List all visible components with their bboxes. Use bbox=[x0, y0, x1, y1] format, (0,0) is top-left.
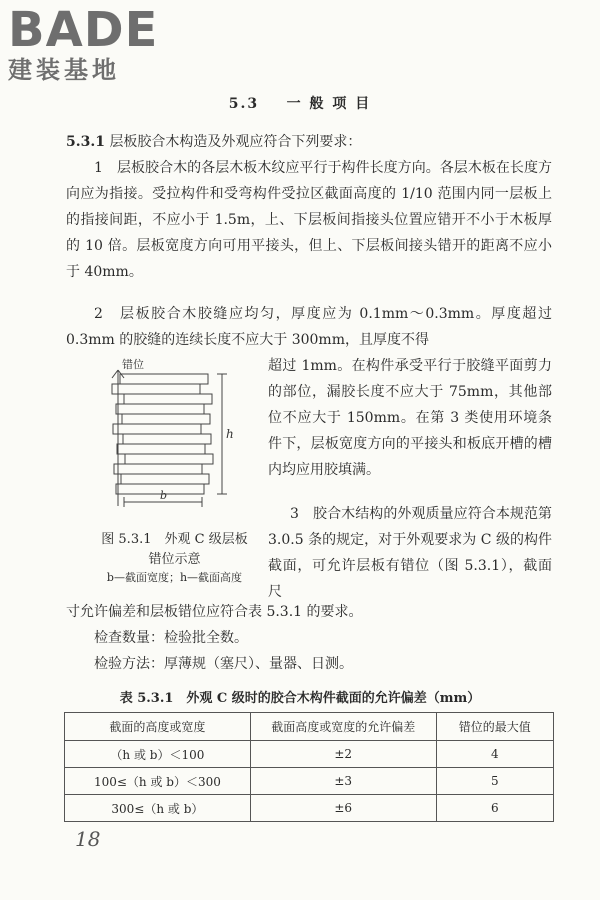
section-number: 5.3 bbox=[228, 96, 260, 112]
tolerance-table bbox=[64, 712, 554, 822]
figure-caption bbox=[72, 530, 277, 570]
inspection-quantity: 检查数量：检验批全数。 bbox=[94, 630, 248, 646]
cell-offset: 5 bbox=[436, 768, 553, 795]
height-label: h bbox=[226, 427, 234, 441]
cell-tolerance: ±2 bbox=[250, 741, 436, 768]
table-row bbox=[65, 768, 554, 795]
offset-label: 错位 bbox=[122, 358, 144, 371]
figure-note: b—截面宽度；h—截面高度 bbox=[106, 571, 243, 584]
cell-tolerance: ±6 bbox=[250, 795, 436, 822]
inspection-method: 检验方法：厚薄规（塞尺）、量器、日测。 bbox=[94, 656, 353, 672]
cell-offset: 6 bbox=[436, 795, 553, 822]
caption-line-1: 图 5.3.1 外观 C 级层板 bbox=[101, 532, 248, 547]
cell-size: 300≤（h 或 b） bbox=[65, 795, 251, 822]
table-title: 表 5.3.1 外观 C 级时的胶合木构件截面的允许偏差（mm） bbox=[119, 691, 481, 706]
item-3-paragraph: 3 胶合木结构的外观质量应符合本规范第 3.0.5 条的规定，对于外观要求为 C 级的构件截面，可允许层板有错位（图 5.3.1），截面尺 bbox=[268, 506, 552, 600]
item-2-continued: 超过 1mm。在构件承受平行于胶缝平面剪力的部位，漏胶长度不应大于 75mm，其他部位不应大于 150mm。在第 3 类使用环境条件下，层板宽度方向的平接头和板底开槽的槽内均应用胶填满。 bbox=[268, 358, 552, 478]
clause-5-3-1 bbox=[66, 129, 552, 155]
cell-size: 100≤（h 或 b）＜300 bbox=[65, 768, 251, 795]
cell-size: （h 或 b）＜100 bbox=[65, 741, 251, 768]
item-1-paragraph: 1 层板胶合木的各层木板木纹应平行于构件长度方向。各层木板在长度方向应为指接。受拉构件和受弯构件受拉区截面高度的 1/10 范围内同一层板上的指接间距，不应小于 1.5m，上、下层板间指接头位置应错开不小于木板厚的 10 倍。层板宽度方向可用平接头，但上、下层板间接头错开的距离不应小于 40mm。 bbox=[66, 160, 552, 280]
bade-logo bbox=[8, 2, 159, 84]
page-number: 18 bbox=[75, 827, 101, 851]
table-row bbox=[65, 795, 554, 822]
cell-tolerance: ±3 bbox=[250, 768, 436, 795]
item-3-continued: 寸允许偏差和层板错位应符合表 5.3.1 的要求。 bbox=[66, 604, 363, 620]
header-section-size: 截面的高度或宽度 bbox=[65, 713, 251, 741]
width-label: b bbox=[160, 489, 168, 502]
item-2-paragraph: 2 层板胶合木胶缝应均匀，厚度应为 0.1mm～0.3mm。厚度超过 0.3mm 的胶缝的连续长度不应大于 300mm，且厚度不得 bbox=[66, 306, 552, 348]
caption-line-2: 错位示意 bbox=[148, 552, 201, 567]
figure-5-3-1-lamination-offset bbox=[90, 358, 260, 510]
table-row bbox=[65, 741, 554, 768]
cell-offset: 4 bbox=[436, 741, 553, 768]
clause-text: 层板胶合木构造及外观应符合下列要求： bbox=[109, 134, 362, 150]
header-tolerance: 截面高度或宽度的允许偏差 bbox=[250, 713, 436, 741]
logo-brand: BADE bbox=[8, 2, 159, 58]
header-max-offset: 错位的最大值 bbox=[436, 713, 553, 741]
section-heading: 一 般 项 目 bbox=[286, 96, 372, 112]
clause-number: 5.3.1 bbox=[66, 134, 105, 150]
logo-subtitle: 建装基地 bbox=[8, 56, 120, 84]
table-header-row bbox=[65, 713, 554, 741]
section-title bbox=[0, 93, 600, 113]
